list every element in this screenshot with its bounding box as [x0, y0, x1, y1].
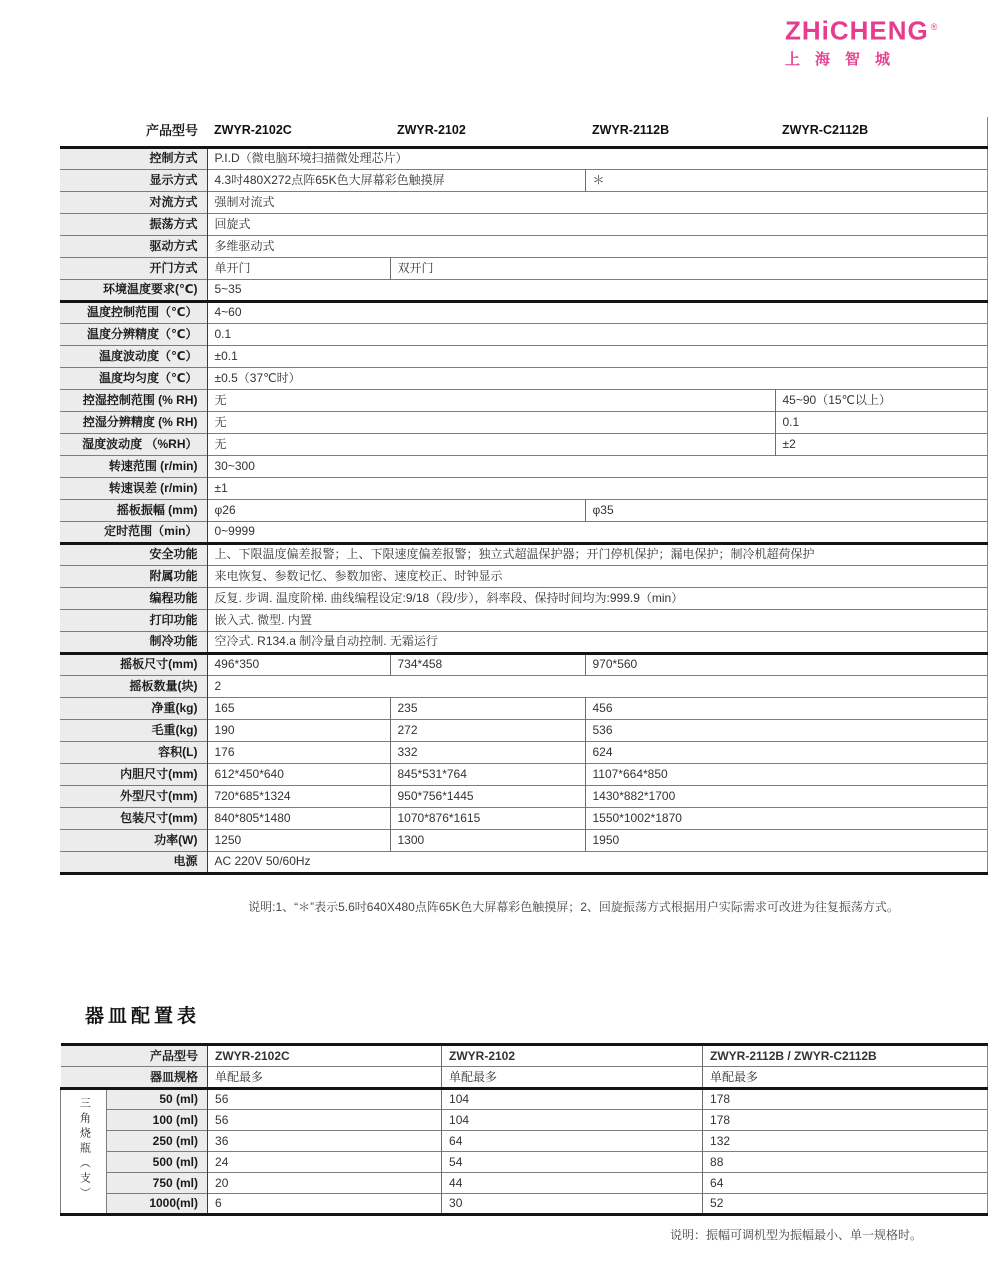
vessel-header-cell: 单配最多: [703, 1067, 988, 1089]
spec-row: [60, 609, 987, 631]
vessel-cell: 178: [703, 1110, 988, 1131]
spec-cell: 0.1: [207, 323, 987, 345]
vessel-header-row: [61, 1067, 988, 1089]
model-name: ZWYR-2102: [397, 123, 466, 138]
spec-row: [60, 389, 987, 411]
spec-cell: 1250: [207, 829, 390, 851]
vessel-row: [61, 1089, 988, 1110]
spec-row-label: 摇板尺寸(mm): [60, 653, 207, 675]
spec-row-label: 净重(kg): [60, 697, 207, 719]
spec-row: [60, 587, 987, 609]
vessel-row-label: 500 (ml): [107, 1152, 208, 1173]
spec-row-label: 驱动方式: [60, 235, 207, 257]
spec-row: [60, 301, 987, 323]
spec-cell: P.I.D（微电脑环境扫描微处理芯片）: [207, 147, 987, 169]
spec-cell: 多维驱动式: [207, 235, 987, 257]
spec-row: [60, 521, 987, 543]
brand-logo: [785, 14, 939, 69]
spec-header-label: 产品型号: [60, 117, 207, 147]
spec-row: [60, 257, 987, 279]
spec-row: [60, 785, 987, 807]
vessel-cell: 44: [442, 1173, 703, 1194]
spec-row: [60, 719, 987, 741]
model-name: ZWYR-2112B: [592, 123, 670, 138]
spec-row-label: 容积(L): [60, 741, 207, 763]
vessel-header-label: 产品型号: [61, 1045, 208, 1067]
vessel-row-label: 750 (ml): [107, 1173, 208, 1194]
spec-row-label: 附属功能: [60, 565, 207, 587]
spec-row-label: 显示方式: [60, 169, 207, 191]
spec-cell: 536: [585, 719, 987, 741]
spec-row: [60, 499, 987, 521]
spec-cell: 970*560: [585, 653, 987, 675]
vessel-cell: 104: [442, 1089, 703, 1110]
spec-cell: 0.1: [775, 411, 987, 433]
spec-cell: 720*685*1324: [207, 785, 390, 807]
vessel-cell: 52: [703, 1194, 988, 1215]
spec-cell: 496*350: [207, 653, 390, 675]
vessel-table-body: [61, 1045, 988, 1215]
spec-row: [60, 455, 987, 477]
spec-row: [60, 477, 987, 499]
spec-cell: 30~300: [207, 455, 987, 477]
spec-cell: 4.3吋480X272点阵65K色大屏幕彩色触摸屏: [207, 169, 585, 191]
spec-cell: 上、下限温度偏差报警；上、下限速度偏差报警；独立式超温保护器；开门停机保护；漏电保护；制冷机超荷保护: [207, 543, 987, 565]
vessel-row: [61, 1131, 988, 1152]
spec-cell: 190: [207, 719, 390, 741]
spec-row: [60, 763, 987, 785]
spec-cell: 回旋式: [207, 213, 987, 235]
spec-cell: φ26: [207, 499, 585, 521]
spec-row-label: 对流方式: [60, 191, 207, 213]
model-name: ZWYR-C2112B: [782, 123, 869, 138]
spec-row: [60, 807, 987, 829]
spec-header-row: [60, 117, 987, 147]
spec-row: [60, 653, 987, 675]
brand-logo-text: [785, 14, 939, 46]
spec-cell: 1950: [585, 829, 987, 851]
spec-row-label: 功率(W): [60, 829, 207, 851]
spec-cell: 45~90（15℃以上）: [775, 389, 987, 411]
spec-row: [60, 851, 987, 873]
spec-row-label: 控制方式: [60, 147, 207, 169]
spec-row-label: 摇板数量(块): [60, 675, 207, 697]
spec-row-label: 包装尺寸(mm): [60, 807, 207, 829]
spec-cell: 双开门: [390, 257, 987, 279]
vessel-row: [61, 1110, 988, 1131]
vessel-row: [61, 1173, 988, 1194]
spec-cell: 4~60: [207, 301, 987, 323]
spec-note: 说明:1、“＊”表示5.6吋640X480点阵65K色大屏幕彩色触摸屏；2、回旋振荡方式根据用户实际需求可改进为往复振荡方式。: [248, 900, 899, 914]
vessel-header-cell: ZWYR-2102C: [208, 1045, 442, 1067]
spec-row-label: 安全功能: [60, 543, 207, 565]
spec-row: [60, 829, 987, 851]
vessel-cell: 88: [703, 1152, 988, 1173]
spec-row: [60, 279, 987, 301]
spec-row: [60, 235, 987, 257]
spec-row-label: 开门方式: [60, 257, 207, 279]
spec-row-label: 电源: [60, 851, 207, 873]
spec-row-label: 外型尺寸(mm): [60, 785, 207, 807]
spec-row: [60, 675, 987, 697]
spec-cell: 2: [207, 675, 987, 697]
spec-cell: 0~9999: [207, 521, 987, 543]
vessel-group-label-text: 三角烧瓶（支）: [78, 1097, 91, 1202]
vessel-cell: 24: [208, 1152, 442, 1173]
spec-row-label: 打印功能: [60, 609, 207, 631]
spec-cell: 来电恢复、参数记忆、参数加密、速度校正、时钟显示: [207, 565, 987, 587]
spec-cell: 单开门: [207, 257, 390, 279]
vessel-row: [61, 1194, 988, 1215]
vessel-cell: 20: [208, 1173, 442, 1194]
vessel-cell: 104: [442, 1110, 703, 1131]
vessel-header-cell: ZWYR-2102: [442, 1045, 703, 1067]
vessel-cell: 64: [442, 1131, 703, 1152]
vessel-row-label: 1000(ml): [107, 1194, 208, 1215]
spec-row-label: 毛重(kg): [60, 719, 207, 741]
spec-cell: 1300: [390, 829, 585, 851]
vessel-cell: 132: [703, 1131, 988, 1152]
spec-cell: ±2: [775, 433, 987, 455]
spec-row-label: 制冷功能: [60, 631, 207, 653]
vessel-row-label: 250 (ml): [107, 1131, 208, 1152]
vessel-table: [60, 1043, 988, 1216]
spec-cell: 1550*1002*1870: [585, 807, 987, 829]
spec-row-label: 转速误差 (r/min): [60, 477, 207, 499]
spec-cell: AC 220V 50/60Hz: [207, 851, 987, 873]
vessel-cell: 64: [703, 1173, 988, 1194]
spec-cell: φ35: [585, 499, 987, 521]
spec-cell: 无: [207, 389, 775, 411]
brand-name: ZHiCHENG: [785, 15, 929, 46]
spec-row-label: 摇板振幅 (mm): [60, 499, 207, 521]
vessel-header-row: [61, 1045, 988, 1067]
spec-cell: 235: [390, 697, 585, 719]
vessel-cell: 30: [442, 1194, 703, 1215]
spec-cell: 强制对流式: [207, 191, 987, 213]
vessel-header-label: 器皿规格: [61, 1067, 208, 1089]
spec-row-label: 内胆尺寸(mm): [60, 763, 207, 785]
vessel-table-title: 器皿配置表: [85, 1006, 201, 1027]
spec-cell: 840*805*1480: [207, 807, 390, 829]
spec-row: [60, 147, 987, 169]
spec-row: [60, 323, 987, 345]
spec-cell: 嵌入式. 微型. 内置: [207, 609, 987, 631]
spec-row-label: 振荡方式: [60, 213, 207, 235]
spec-row: [60, 741, 987, 763]
spec-cell: ±0.1: [207, 345, 987, 367]
spec-row: [60, 543, 987, 565]
vessel-note: 说明：振幅可调机型为振幅最小、单一规格时。: [669, 1228, 922, 1242]
spec-row-label: 控湿分辨精度 (% RH): [60, 411, 207, 433]
spec-cell: 950*756*1445: [390, 785, 585, 807]
vessel-cell: 36: [208, 1131, 442, 1152]
registered-trademark-icon: ®: [930, 22, 939, 32]
spec-cell: 176: [207, 741, 390, 763]
spec-cell: 845*531*764: [390, 763, 585, 785]
spec-row-label: 定时范围（min）: [60, 521, 207, 543]
vessel-header-cell: ZWYR-2112B / ZWYR-C2112B: [703, 1045, 988, 1067]
spec-cell: 1430*882*1700: [585, 785, 987, 807]
spec-cell: 165: [207, 697, 390, 719]
spec-row-label: 编程功能: [60, 587, 207, 609]
vessel-cell: 56: [208, 1110, 442, 1131]
spec-row: [60, 433, 987, 455]
spec-row-label: 环境温度要求(℃): [60, 279, 207, 301]
spec-row: [60, 169, 987, 191]
vessel-cell: 178: [703, 1089, 988, 1110]
spec-cell: 456: [585, 697, 987, 719]
spec-row: [60, 631, 987, 653]
spec-cell: 空冷式. R134.a 制冷量自动控制. 无霜运行: [207, 631, 987, 653]
spec-row-label: 转速范围 (r/min): [60, 455, 207, 477]
spec-row-label: 湿度波动度 （%RH）: [60, 433, 207, 455]
spec-cell: 1070*876*1615: [390, 807, 585, 829]
spec-cell: 5~35: [207, 279, 987, 301]
vessel-row-label: 50 (ml): [107, 1089, 208, 1110]
vessel-row-label: 100 (ml): [107, 1110, 208, 1131]
spec-row: [60, 411, 987, 433]
spec-cell: 272: [390, 719, 585, 741]
spec-row: [60, 191, 987, 213]
spec-row: [60, 697, 987, 719]
spec-cell: 无: [207, 433, 775, 455]
spec-cell: 734*458: [390, 653, 585, 675]
spec-cell: 612*450*640: [207, 763, 390, 785]
spec-cell: 无: [207, 411, 775, 433]
vessel-cell: 56: [208, 1089, 442, 1110]
spec-row-label: 温度分辨精度（℃）: [60, 323, 207, 345]
spec-table-body: [60, 117, 987, 873]
spec-cell: 反复. 步调. 温度阶梯. 曲线编程设定:9/18（段/步），斜率段、保持时间均为:999.9（min）: [207, 587, 987, 609]
spec-row-label: 温度波动度（℃）: [60, 345, 207, 367]
spec-row-label: 控湿控制范围 (% RH): [60, 389, 207, 411]
vessel-cell: 54: [442, 1152, 703, 1173]
vessel-header-cell: 单配最多: [442, 1067, 703, 1089]
spec-row: [60, 213, 987, 235]
spec-row: [60, 367, 987, 389]
spec-row: [60, 345, 987, 367]
vessel-cell: 6: [208, 1194, 442, 1215]
spec-row-label: 温度均匀度（℃）: [60, 367, 207, 389]
spec-row-label: 温度控制范围（℃）: [60, 301, 207, 323]
spec-row: [60, 565, 987, 587]
spec-cell: 624: [585, 741, 987, 763]
vessel-group-label: [61, 1089, 107, 1215]
vessel-header-cell: 单配最多: [208, 1067, 442, 1089]
spec-cell: ＊: [585, 169, 987, 191]
model-name: ZWYR-2102C: [214, 123, 292, 138]
spec-cell: 332: [390, 741, 585, 763]
vessel-row: [61, 1152, 988, 1173]
brand-subtext: 上海智城: [785, 50, 906, 68]
spec-cell: 1107*664*850: [585, 763, 987, 785]
spec-cell: ±0.5（37℃时）: [207, 367, 987, 389]
spec-table: [60, 117, 988, 875]
spec-cell: ±1: [207, 477, 987, 499]
